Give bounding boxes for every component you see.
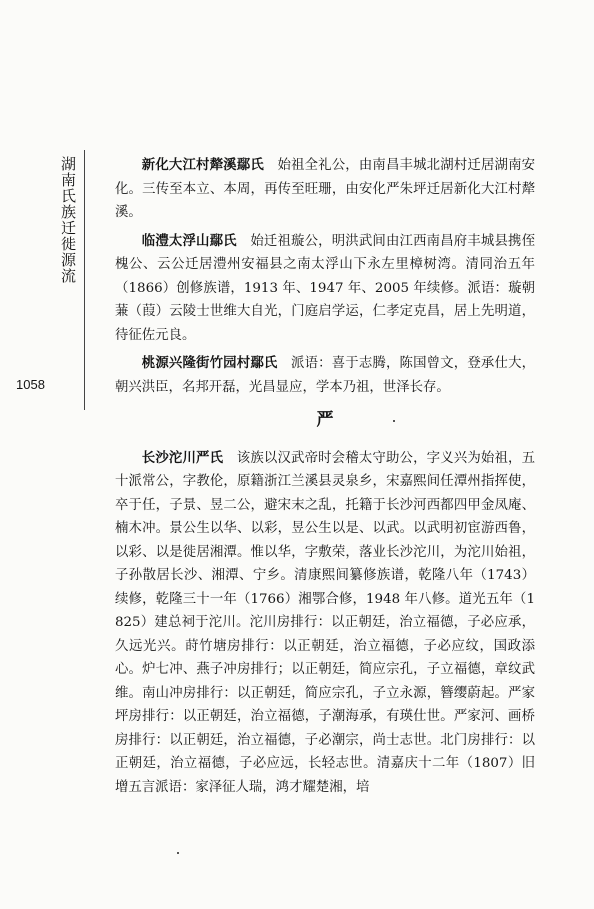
entry-paragraph: [115, 352, 535, 399]
entry-heading: 桃源兴隆街竹园村鄢氏: [141, 355, 278, 371]
entry-text: 派语：喜于志腾，陈国曾文，登承仕大，朝兴洪臣，名邦开磊，光昌显应，学本乃祖，世泽长存。: [115, 356, 536, 395]
print-speck: [393, 420, 395, 422]
entry-text: 始迁祖璇公，明洪武间由江西南昌府丰城县携侄槐公、云公迁居澧州安福县之南太浮山下永左里樟树湾。清同治五年（1866）创修族谱，1913 年、1947 年、2005 年续修。派语：璇朝蒹（葭）云陵士世维大自光，门庭启学运，仁孝定克昌，居上先明道，待征佐元良。: [115, 233, 536, 343]
section-heading: 严: [316, 410, 334, 430]
chapter-title-vertical: 湖南氏族迁徙源流: [59, 156, 77, 284]
page-number: 1058: [16, 377, 45, 392]
entry-paragraph: [115, 447, 535, 800]
entry-text: 该族以汉武帝时会稽太守助公，字义兴为始祖，五十派常公，字教伦，原籍浙江兰溪县灵泉乡，宋嘉熙间任潭州指挥使，卒于任，子景、昱二公，避宋末之乱，托籍于长沙河西都四甲金凤庵、楠木冲。景公生以华、以彩，昱公生以是、以武。以武明初宦游西鲁，以彩、以是徙居湘潭。惟以华，字敷荣，落业长沙沱川，为沱川始祖，子孙散居长沙、湘潭、宁乡。清康熙间纂修族谱，乾隆八年（1743）续修，乾隆三十一年（1766）湘鄂合修，1948 年八修。道光五年（1825）建总祠于沱川。沱川房排行：以正朝廷，治立福德，子必应承，久远光兴。莳竹塘房排行：以正朝廷，治立福德，子必应纹，国政添心。炉七冲、燕子冲房排行；以正朝廷，简应宗孔，子立福德，章纹武维。南山冲房排行：以正朝廷，简应宗孔，子立永源，簪缨蔚起。严家坪房排行：以正朝廷，治立福德，子潮海承，有瑛仕世。严家河、画桥房排行：以正朝廷，治立福德，子必潮宗，尚士志世。北门房排行：以正朝廷，治立福德，子必应远，长轻志世。清嘉庆十二年（1807）旧增五言派语：家泽征人瑞，鸿才耀楚湘，培: [115, 450, 536, 795]
entry-paragraph: [115, 230, 535, 348]
entry-heading: 新化大江村犛溪鄢氏: [141, 157, 264, 173]
print-speck: [177, 852, 179, 854]
margin-rule: [84, 150, 85, 410]
page-body: [115, 154, 535, 804]
entry-heading: 临澧太浮山鄢氏: [141, 232, 237, 249]
entry-heading: 长沙沱川严氏: [141, 449, 224, 466]
entry-paragraph: [115, 154, 535, 225]
entry-text: 始祖全礼公，由南昌丰城北湖村迁居湖南安化。三传至本立、本周，再传至旺珊，由安化严朱坪迁居新化大江村犛溪。: [115, 158, 536, 220]
